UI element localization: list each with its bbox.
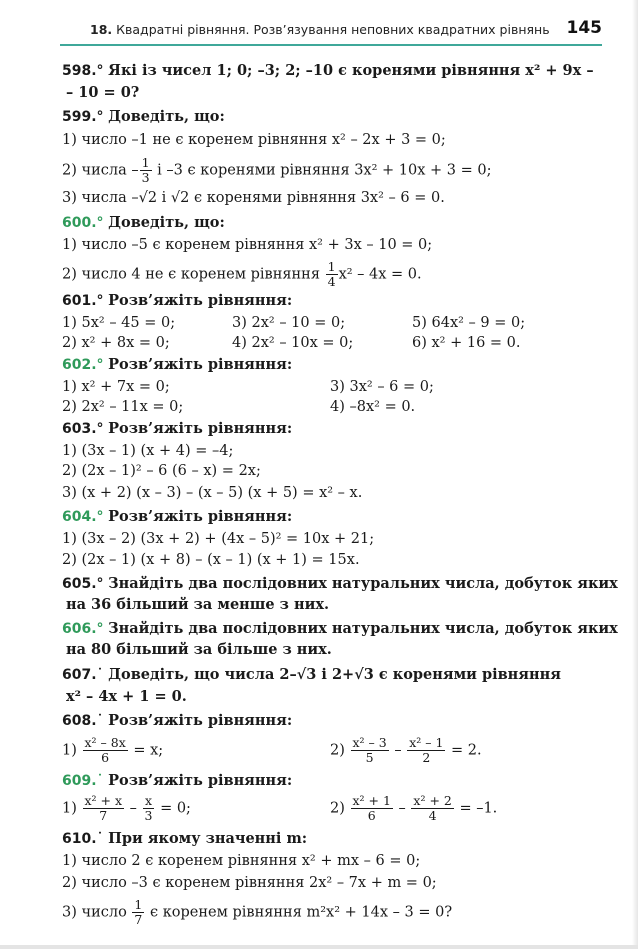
task-title: Розв’яжіть рівняння: bbox=[108, 420, 293, 437]
task-600-item-1 bbox=[62, 236, 432, 254]
numerator: x² + 2 bbox=[413, 793, 452, 808]
task-title: Розв’яжіть рівняння: bbox=[108, 508, 293, 525]
chapter-title bbox=[90, 22, 550, 37]
task-609 bbox=[62, 772, 292, 790]
task-607 bbox=[62, 666, 561, 684]
numerator: x bbox=[143, 794, 155, 809]
task-599-item-1 bbox=[62, 131, 446, 149]
fraction bbox=[140, 156, 152, 185]
task-601 bbox=[62, 292, 292, 310]
task-608-eq-2 bbox=[330, 736, 482, 772]
item-text: = 0; bbox=[160, 800, 191, 817]
item-text: 3) (x + 2) (x – 3) – (x – 5) (x + 5) = x² – x. bbox=[62, 485, 363, 501]
item-text: 1) x² + 7x = 0; bbox=[62, 379, 170, 395]
task-title: Розв’яжіть рівняння: bbox=[108, 712, 293, 729]
item-text: 3) 2x² – 10 = 0; bbox=[232, 315, 346, 331]
task-602-row-2 bbox=[62, 398, 602, 416]
item-text: є коренем рівняння m²x² + 14x – 3 = 0? bbox=[145, 904, 453, 921]
task-603-item-2 bbox=[62, 462, 261, 480]
task-text: на 36 більший за менше з них. bbox=[66, 596, 330, 613]
item-text: 2) число 4 не є коренем рівняння bbox=[62, 266, 325, 283]
item-text: 5) 64x² – 9 = 0; bbox=[412, 315, 526, 331]
task-number: 604.° bbox=[62, 509, 104, 525]
task-609-eq-2 bbox=[330, 794, 497, 830]
fraction bbox=[326, 260, 338, 289]
task-599 bbox=[62, 108, 225, 126]
item-text: 1) 5x² – 45 = 0; bbox=[62, 315, 176, 331]
item-text: 3) числа –√2 і √2 є коренями рівняння 3x² – 6 = 0. bbox=[62, 190, 445, 206]
task-610-item-2 bbox=[62, 874, 437, 892]
task-603-item-1 bbox=[62, 442, 233, 460]
task-number: 607.˙ bbox=[62, 667, 104, 683]
numerator: x² + x bbox=[84, 793, 123, 808]
task-604-item-1 bbox=[62, 530, 374, 548]
item-text: і –3 є коренями рівняння 3x² + 10x + 3 = 0; bbox=[152, 162, 492, 179]
task-title: Розв’яжіть рівняння: bbox=[108, 292, 293, 309]
item-text: 2) числа – bbox=[62, 162, 139, 179]
item-text: 2) x² + 8x = 0; bbox=[62, 335, 170, 351]
task-number: 610.˙ bbox=[62, 831, 104, 847]
numerator: x² + 1 bbox=[352, 793, 391, 808]
page-number: 145 bbox=[566, 18, 602, 38]
item-text: 4) –8x² = 0. bbox=[330, 399, 416, 415]
task-number: 601.° bbox=[62, 293, 104, 309]
task-text: Знайдіть два послідовних натуральних числа, добуток яких bbox=[108, 575, 618, 592]
task-number: 603.° bbox=[62, 421, 104, 437]
numerator: 1 bbox=[134, 897, 143, 912]
numerator: x² – 8x bbox=[84, 735, 126, 750]
item-text: 3) число bbox=[62, 904, 132, 921]
task-number: 602.° bbox=[62, 357, 104, 373]
item-label: 2) bbox=[330, 800, 345, 817]
task-number: 598.° bbox=[62, 63, 104, 79]
denominator: 3 bbox=[141, 170, 150, 185]
fraction bbox=[83, 736, 128, 765]
task-600-item-2 bbox=[62, 260, 422, 289]
item-text: = –1. bbox=[459, 800, 498, 817]
task-609-eq-1 bbox=[62, 794, 191, 830]
task-610 bbox=[62, 830, 307, 848]
task-598 bbox=[62, 62, 594, 80]
task-605-cont bbox=[66, 596, 329, 614]
task-605 bbox=[62, 575, 618, 593]
denominator: 7 bbox=[134, 912, 143, 927]
item-text: 2) число –3 є коренем рівняння 2x² – 7x + m = 0; bbox=[62, 875, 437, 891]
fraction bbox=[132, 898, 144, 927]
task-604 bbox=[62, 508, 292, 526]
denominator: 6 bbox=[367, 808, 376, 823]
fraction bbox=[407, 736, 445, 765]
task-number: 599.° bbox=[62, 109, 104, 125]
item-text: 4) 2x² – 10x = 0; bbox=[232, 335, 354, 351]
item-text: 1) число –5 є коренем рівняння x² + 3x – 10 = 0; bbox=[62, 237, 433, 253]
fraction bbox=[83, 794, 125, 823]
task-603 bbox=[62, 420, 292, 438]
numerator: x² – 3 bbox=[352, 735, 387, 750]
item-label: 1) bbox=[62, 800, 77, 817]
task-608-eq-1 bbox=[62, 736, 163, 772]
page-edge-shadow bbox=[632, 0, 638, 949]
denominator: 5 bbox=[365, 750, 374, 765]
denominator: 4 bbox=[327, 274, 336, 289]
task-606-cont bbox=[66, 641, 332, 659]
operator: – bbox=[129, 800, 137, 817]
task-text: Які із чисел 1; 0; –3; 2; –10 є коренями рівняння x² + 9x – bbox=[108, 62, 594, 79]
item-text: 1) число –1 не є коренем рівняння x² – 2x + 3 = 0; bbox=[62, 132, 446, 148]
task-610-item-3 bbox=[62, 898, 452, 927]
operator: – bbox=[394, 742, 402, 759]
operator: – bbox=[398, 800, 406, 817]
task-text: Знайдіть два послідовних натуральних числа, добуток яких bbox=[108, 620, 618, 637]
item-text: 2) (2x – 1) (x + 8) – (x – 1) (x + 1) = 15x. bbox=[62, 552, 360, 568]
item-text: = x; bbox=[133, 742, 164, 759]
item-text: 2) 2x² – 11x = 0; bbox=[62, 399, 184, 415]
task-610-item-1 bbox=[62, 852, 420, 870]
task-608 bbox=[62, 712, 292, 730]
item-text: 1) число 2 є коренем рівняння x² + mx – 6 = 0; bbox=[62, 853, 421, 869]
denominator: 7 bbox=[99, 808, 108, 823]
item-label: 2) bbox=[330, 742, 345, 759]
denominator: 6 bbox=[101, 750, 110, 765]
item-text: 2) (2x – 1)² – 6 (6 – x) = 2x; bbox=[62, 463, 261, 479]
task-number: 605.° bbox=[62, 576, 104, 592]
task-599-item-3 bbox=[62, 189, 445, 207]
page-header bbox=[60, 14, 602, 46]
item-text: 1) (3x – 2) (3x + 2) + (4x – 5)² = 10x + 21; bbox=[62, 531, 375, 547]
task-601-row-2 bbox=[62, 334, 602, 352]
task-title: Розв’яжіть рівняння: bbox=[108, 356, 293, 373]
task-number: 608.˙ bbox=[62, 713, 104, 729]
task-number: 606.° bbox=[62, 621, 104, 637]
task-title: Доведіть, що: bbox=[108, 108, 225, 125]
item-text: 1) (3x – 1) (x + 4) = –4; bbox=[62, 443, 234, 459]
task-600 bbox=[62, 214, 225, 232]
fraction bbox=[351, 736, 389, 765]
fraction bbox=[351, 794, 393, 823]
task-number: 609.˙ bbox=[62, 773, 104, 789]
denominator: 4 bbox=[428, 808, 437, 823]
task-604-item-2 bbox=[62, 551, 360, 569]
task-text: Доведіть, що числа 2–√3 і 2+√3 є коренями рівняння bbox=[108, 666, 561, 683]
task-599-item-2 bbox=[62, 156, 491, 185]
task-598-cont bbox=[66, 84, 139, 102]
page-bottom-edge bbox=[0, 945, 638, 949]
task-text: на 80 більший за більше з них. bbox=[66, 641, 332, 658]
numerator: 1 bbox=[141, 155, 150, 170]
task-text: x² – 4x + 1 = 0. bbox=[66, 688, 187, 705]
numerator: x² – 1 bbox=[409, 735, 444, 750]
denominator: 3 bbox=[144, 808, 153, 823]
task-text: – 10 = 0? bbox=[66, 84, 140, 101]
fraction bbox=[411, 794, 453, 823]
denominator: 2 bbox=[422, 750, 431, 765]
chapter-number: 18. bbox=[90, 22, 113, 37]
task-title: Доведіть, що: bbox=[108, 214, 225, 231]
task-title: Розв’яжіть рівняння: bbox=[108, 772, 293, 789]
task-602 bbox=[62, 356, 292, 374]
chapter-title-text: Квадратні рівняння. Розв’язування неповних квадратних рівнянь bbox=[116, 22, 550, 37]
task-607-cont bbox=[66, 688, 187, 706]
item-text: 6) x² + 16 = 0. bbox=[412, 335, 521, 351]
item-text: 3) 3x² – 6 = 0; bbox=[330, 379, 434, 395]
task-606 bbox=[62, 620, 618, 638]
task-603-item-3 bbox=[62, 484, 362, 502]
item-text: x² – 4x = 0. bbox=[338, 266, 422, 283]
task-602-row-1 bbox=[62, 378, 602, 396]
task-601-row-1 bbox=[62, 314, 602, 332]
item-label: 1) bbox=[62, 742, 77, 759]
task-title: При якому значенні m: bbox=[108, 830, 308, 847]
fraction bbox=[143, 794, 155, 823]
item-text: = 2. bbox=[451, 742, 482, 759]
numerator: 1 bbox=[327, 259, 336, 274]
task-number: 600.° bbox=[62, 215, 104, 231]
